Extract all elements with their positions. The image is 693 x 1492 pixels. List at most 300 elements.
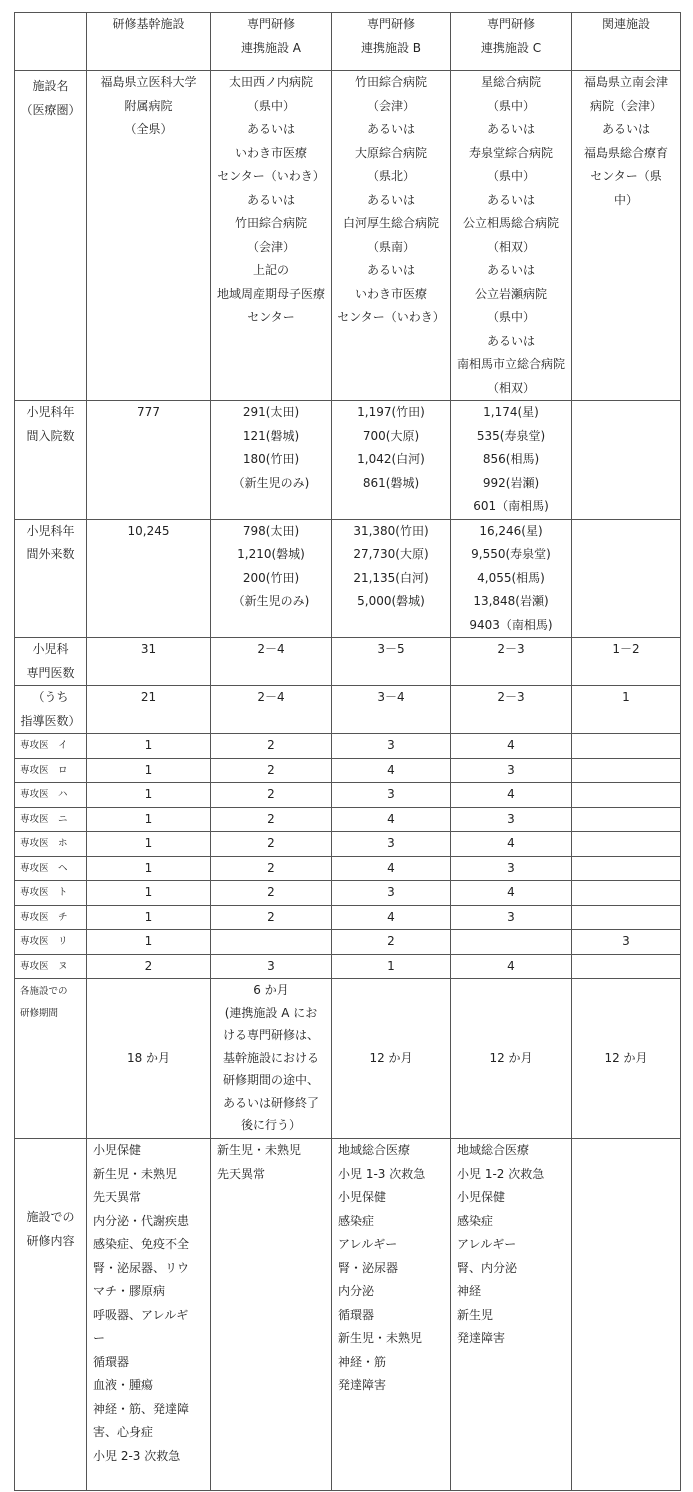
facility-c5-line: 福島県総合療育: [583, 145, 668, 160]
period-c2-line: あるいは研修終了: [222, 1095, 319, 1110]
resident-label: [15, 734, 87, 759]
resident-c5: [572, 856, 681, 881]
content-c3-line: 循環器: [338, 1307, 375, 1322]
period-c1-value: 18 か月: [126, 1050, 171, 1065]
content-c1-line: 神経・筋、発達障: [93, 1401, 190, 1416]
resident-c4: [451, 734, 572, 759]
facility-c4: [451, 71, 572, 401]
outpatients-c2-line: （新生児のみ): [232, 594, 310, 608]
header-c4: [451, 13, 572, 71]
training-facility-table: [14, 12, 681, 1491]
inpatients-row: [15, 401, 681, 520]
inpatients-c2-line: （新生児のみ): [232, 475, 310, 490]
content-c1-line: 循環器: [93, 1354, 130, 1369]
resident-c3-value: 4: [387, 762, 395, 777]
content-c1-line: ー: [93, 1331, 106, 1345]
inpatients-c3-line: 700(大原): [362, 428, 420, 443]
facility-c3-line: いわき市医療: [354, 286, 427, 301]
inpatients-c4-line: 992(岩瀬): [482, 475, 540, 490]
facility-c2-line: あるいは: [246, 122, 295, 136]
content-c4-line: 腎、内分泌: [457, 1260, 518, 1275]
inpatients-c2-line: 291(太田): [242, 405, 300, 419]
content-c4-line: 小児 1-2 次救急: [457, 1166, 545, 1181]
resident-row: [15, 734, 681, 759]
resident-c1-value: 1: [144, 909, 153, 924]
outpatients-row: [15, 519, 681, 638]
outpatients-c4-line: 9403（南相馬): [469, 617, 553, 632]
resident-label-value: 専攻医 ヌ: [20, 960, 68, 972]
facility-c5-line: 福島県立南会津: [583, 75, 668, 89]
resident-c2-value: 2: [267, 860, 275, 875]
facility-c5-line: センター（県: [590, 169, 662, 183]
facility-c1-line: 福島県立医科大学: [100, 75, 197, 89]
content-c1-line: 先天異常: [93, 1190, 142, 1204]
resident-row: [15, 881, 681, 906]
specialists-c3: [332, 638, 451, 686]
period-c5: [572, 979, 681, 1139]
inpatients-c3-line: 1,042(白河): [357, 452, 425, 466]
resident-label: [15, 905, 87, 930]
resident-c1-value: 1: [144, 738, 153, 752]
facility-c3-line: 竹田綜合病院: [354, 75, 427, 89]
outpatients-c3-line: 27,730(大原): [353, 547, 429, 561]
resident-label-value: 専攻医 リ: [20, 936, 68, 947]
resident-c3: [332, 832, 451, 857]
instructors-row: [15, 686, 681, 734]
content-c1: [87, 1139, 211, 1491]
resident-c2: [211, 758, 332, 783]
resident-c4: [451, 832, 572, 857]
inpatients-c2-line: 121(磐城): [242, 428, 300, 443]
inpatients-label-line: 小児科年: [26, 405, 75, 419]
inpatients-c4-line: 601（南相馬): [473, 499, 549, 513]
specialists-c5: [572, 638, 681, 686]
resident-c3-value: 2: [387, 934, 395, 948]
period-c2-line: ける専門研修は、: [222, 1028, 319, 1042]
specialists-c4-value: 2－3: [497, 642, 525, 656]
resident-c2-value: 2: [267, 762, 275, 777]
resident-c2: [211, 856, 332, 881]
content-row: [15, 1139, 681, 1491]
resident-label-value: 専攻医 ホ: [20, 838, 68, 849]
content-c4-line: 感染症: [457, 1213, 494, 1228]
resident-c4-value: 4: [507, 787, 515, 801]
outpatients-c3-line: 21,135(白河): [353, 570, 429, 585]
outpatients-c4-line: 13,848(岩瀬): [473, 594, 549, 608]
content-c1-line: 害、心身症: [93, 1425, 154, 1439]
resident-c1-value: 1: [144, 934, 153, 948]
resident-c4-value: 4: [507, 738, 515, 752]
instructors-c3: [332, 686, 451, 734]
specialists-c4: [451, 638, 572, 686]
facility-c3-line: （会津）: [366, 98, 415, 113]
resident-label: [15, 758, 87, 783]
inpatients-c3-line: 1,197(竹田): [357, 405, 425, 419]
header-c2-line: 専門研修: [246, 17, 295, 31]
content-c2: [211, 1139, 332, 1491]
content-c4-line: 発達障害: [457, 1331, 506, 1345]
resident-c3-value: 3: [387, 787, 395, 801]
resident-c3: [332, 783, 451, 808]
facility-c4-line: （県中）: [486, 169, 535, 183]
specialists-c1: [87, 638, 211, 686]
resident-c1: [87, 954, 211, 979]
instructors-c2-value: 2－4: [257, 690, 285, 704]
resident-c1: [87, 783, 211, 808]
facility-c2-line: 太田西ノ内病院: [228, 75, 313, 89]
instructors-label-line: （うち: [32, 690, 69, 704]
resident-c3: [332, 856, 451, 881]
content-label-line: 施設での: [26, 1210, 75, 1224]
header-c1: [87, 13, 211, 71]
content-c3: [332, 1139, 451, 1491]
inpatients-label: [15, 401, 87, 520]
outpatients-c5: [572, 519, 681, 638]
header-c1-line: 研修基幹施設: [112, 17, 185, 31]
facility-label: [15, 71, 87, 401]
facility-c4-line: あるいは: [486, 333, 535, 348]
resident-c2: [211, 734, 332, 759]
header-c3-line: 専門研修: [366, 17, 415, 31]
resident-row: [15, 783, 681, 808]
resident-c2-value: 2: [267, 811, 275, 826]
content-c2-line: 新生児・未熟児: [217, 1143, 302, 1157]
resident-c2-value: 2: [267, 885, 275, 899]
specialists-row: [15, 638, 681, 686]
inpatients-label-line: 間入院数: [26, 428, 75, 443]
resident-c3: [332, 734, 451, 759]
facility-c4-line: 公立岩瀬病院: [474, 286, 547, 301]
resident-c1-value: 1: [144, 860, 153, 875]
period-label-line: 研修期間: [20, 1008, 59, 1019]
outpatients-c3: [332, 519, 451, 638]
resident-label: [15, 856, 87, 881]
resident-c3-value: 4: [387, 860, 395, 875]
content-c1-line: 呼吸器、アレルギ: [93, 1307, 189, 1322]
resident-label: [15, 881, 87, 906]
resident-c5-value: 3: [622, 934, 630, 948]
facility-c5-line: 中）: [613, 192, 638, 207]
header-c4-line: 連携施設 C: [480, 40, 542, 55]
period-c2-line: 6 か月: [253, 983, 289, 997]
outpatients-c3-line: 31,380(竹田): [353, 523, 429, 538]
facility-c4-line: 公立相馬総合病院: [462, 216, 559, 230]
resident-c5: [572, 905, 681, 930]
resident-c1-value: 1: [144, 811, 153, 826]
header-c2-line: 連携施設 A: [240, 40, 302, 55]
resident-c3: [332, 807, 451, 832]
instructors-c1-value: 21: [140, 690, 157, 704]
resident-c4: [451, 930, 572, 955]
facility-c3-line: （県北）: [366, 169, 415, 183]
inpatients-c5: [572, 401, 681, 520]
content-c3-line: 腎・泌尿器: [338, 1260, 399, 1275]
content-c3-line: 神経・筋: [338, 1354, 387, 1369]
resident-c1: [87, 881, 211, 906]
facility-c3-line: センター（いわき）: [337, 310, 445, 324]
facility-c3-line: 白河厚生総合病院: [342, 216, 439, 230]
instructors-c5: [572, 686, 681, 734]
facility-c3: [332, 71, 451, 401]
facility-c2: [211, 71, 332, 401]
facility-c4-line: 星総合病院: [480, 75, 541, 89]
facility-c3-line: あるいは: [366, 263, 415, 277]
period-c2-line: 研修期間の途中、: [222, 1073, 319, 1087]
resident-c5: [572, 783, 681, 808]
resident-c4-value: 4: [507, 885, 515, 899]
resident-label: [15, 954, 87, 979]
resident-label-value: 専攻医 ト: [20, 887, 68, 898]
specialists-label-line: 専門医数: [26, 665, 75, 680]
inpatients-c4-line: 535(寿泉堂): [476, 428, 546, 443]
resident-c4: [451, 905, 572, 930]
facility-c5-line: あるいは: [601, 122, 650, 136]
facility-c1-line: （全県）: [124, 122, 173, 136]
outpatients-label-line: 小児科年: [26, 523, 75, 538]
instructors-c2: [211, 686, 332, 734]
period-c3: [332, 979, 451, 1139]
resident-c3-value: 3: [387, 885, 395, 899]
resident-c2: [211, 881, 332, 906]
facility-c2-line: 地域周産期母子医療: [216, 286, 325, 301]
resident-c3-value: 3: [387, 836, 395, 850]
header-c5: [572, 13, 681, 71]
facility-c5-line: 病院（会津）: [589, 98, 662, 113]
resident-c5: [572, 881, 681, 906]
resident-c5: [572, 758, 681, 783]
specialists-c3-value: 3－5: [377, 642, 405, 656]
resident-c5: [572, 734, 681, 759]
resident-c2: [211, 905, 332, 930]
facility-c4-line: （相双）: [486, 380, 535, 395]
period-c2-line: 基幹施設における: [222, 1050, 319, 1065]
content-c3-line: 小児保健: [338, 1190, 387, 1204]
period-c4-value: 12 か月: [489, 1050, 533, 1065]
outpatients-label-line: 間外来数: [26, 547, 75, 561]
instructors-label: [15, 686, 87, 734]
content-c4-line: 小児保健: [457, 1190, 506, 1204]
instructors-c5-value: 1: [622, 690, 630, 704]
facility-c1-line: 附属病院: [124, 98, 173, 113]
resident-row: [15, 807, 681, 832]
instructors-label-line: 指導医数）: [20, 713, 81, 728]
period-label: [15, 979, 87, 1139]
resident-c5: [572, 930, 681, 955]
resident-c2-value: 2: [267, 836, 275, 850]
resident-c4: [451, 856, 572, 881]
resident-c4-value: 3: [507, 811, 515, 826]
content-c4-line: 地域総合医療: [457, 1143, 530, 1157]
resident-row: [15, 856, 681, 881]
inpatients-c1-line: 777: [137, 405, 160, 419]
period-c1: [87, 979, 211, 1139]
outpatients-c4-line: 16,246(星): [479, 523, 543, 538]
resident-c5: [572, 954, 681, 979]
facility-c2-line: いわき市医療: [234, 145, 307, 160]
resident-c1-value: 1: [144, 836, 153, 850]
resident-c1: [87, 832, 211, 857]
resident-c3-value: 1: [387, 958, 395, 973]
inpatients-c2: [211, 401, 332, 520]
specialists-c5-value: 1－2: [612, 642, 640, 656]
outpatients-c2-line: 200(竹田): [242, 570, 300, 585]
facility-c2-line: 上記の: [252, 263, 289, 277]
period-c4: [451, 979, 572, 1139]
facility-c2-line: （県中）: [246, 98, 295, 113]
resident-c1-value: 1: [144, 787, 153, 801]
resident-c3: [332, 758, 451, 783]
resident-c4-value: 3: [507, 762, 515, 777]
content-c1-line: マチ・膠原病: [93, 1284, 166, 1298]
facility-c4-line: あるいは: [486, 122, 535, 136]
header-c2: [211, 13, 332, 71]
resident-c3: [332, 930, 451, 955]
specialists-label-line: 小児科: [32, 642, 69, 656]
resident-c2: [211, 807, 332, 832]
resident-label-value: 専攻医 ニ: [20, 813, 68, 825]
header-corner: [15, 13, 87, 71]
resident-c2-value: 2: [267, 738, 275, 752]
resident-c3-value: 4: [387, 811, 395, 826]
facility-c4-line: （県中）: [486, 98, 535, 113]
resident-c1-value: 1: [144, 762, 153, 777]
outpatients-c2-line: 798(太田): [242, 523, 300, 538]
facility-label-line: （医療圏）: [20, 102, 81, 117]
resident-c1: [87, 905, 211, 930]
resident-c2: [211, 930, 332, 955]
facility-c4-line: あるいは: [486, 192, 535, 207]
resident-label: [15, 930, 87, 955]
content-c3-line: 感染症: [338, 1213, 375, 1228]
content-c1-line: 血液・腫瘍: [93, 1378, 154, 1392]
inpatients-c1: [87, 401, 211, 520]
period-c5-value: 12 か月: [604, 1050, 648, 1065]
outpatients-c2-line: 1,210(磐城): [237, 547, 305, 561]
content-c4: [451, 1139, 572, 1491]
header-c3-line: 連携施設 B: [360, 40, 422, 55]
resident-c2: [211, 832, 332, 857]
resident-label: [15, 807, 87, 832]
inpatients-c4: [451, 401, 572, 520]
resident-c4: [451, 758, 572, 783]
facility-c3-line: 大原綜合病院: [354, 145, 427, 160]
resident-label-value: 専攻医 ロ: [20, 764, 68, 776]
facility-c3-line: あるいは: [366, 192, 415, 207]
resident-label: [15, 783, 87, 808]
resident-c5: [572, 807, 681, 832]
outpatients-c4-line: 4,055(相馬): [477, 570, 545, 585]
content-c1-line: 腎・泌尿器、リウ: [93, 1260, 190, 1275]
resident-c1: [87, 734, 211, 759]
facility-c1: [87, 71, 211, 401]
resident-c2: [211, 783, 332, 808]
resident-c1: [87, 758, 211, 783]
resident-c2-value: 2: [267, 909, 275, 924]
resident-label-value: 専攻医 チ: [20, 911, 68, 923]
content-c1-line: 小児保健: [93, 1143, 142, 1157]
facility-c2-line: （会津）: [246, 239, 295, 254]
resident-c3: [332, 881, 451, 906]
facility-c4-line: 南相馬市立総合病院: [456, 357, 565, 371]
outpatients-c1: [87, 519, 211, 638]
header-row: [15, 13, 681, 71]
content-c2-line: 先天異常: [217, 1166, 266, 1181]
period-c2-line: (連携施設 A にお: [224, 1005, 318, 1020]
specialists-c2: [211, 638, 332, 686]
facility-c4-line: （県中）: [486, 310, 535, 324]
instructors-c4: [451, 686, 572, 734]
resident-c4: [451, 807, 572, 832]
resident-label-value: 専攻医 ハ: [20, 789, 68, 800]
resident-row: [15, 954, 681, 979]
content-c1-line: 内分泌・代謝疾患: [93, 1213, 190, 1228]
inpatients-c2-line: 180(竹田): [242, 452, 300, 466]
facility-c3-line: あるいは: [366, 122, 415, 136]
resident-c4: [451, 881, 572, 906]
inpatients-c4-line: 856(相馬): [482, 452, 540, 466]
inpatients-c3-line: 861(磐城): [362, 475, 420, 490]
facility-c2-line: センター: [247, 310, 295, 324]
resident-c4-value: 3: [507, 909, 515, 924]
content-label-line: 研修内容: [26, 1233, 75, 1248]
resident-row: [15, 758, 681, 783]
content-c4-line: 神経: [457, 1284, 482, 1298]
specialists-c2-value: 2－4: [257, 642, 285, 656]
content-c3-line: 新生児・未熟児: [338, 1331, 423, 1345]
instructors-c1: [87, 686, 211, 734]
resident-row: [15, 832, 681, 857]
resident-c4-value: 4: [507, 836, 515, 850]
instructors-c4-value: 2－3: [497, 690, 525, 704]
content-label: [15, 1139, 87, 1491]
facility-c2-line: あるいは: [246, 192, 295, 207]
resident-c2: [211, 954, 332, 979]
header-c4-line: 専門研修: [486, 17, 535, 31]
content-c3-line: 内分泌: [338, 1284, 375, 1298]
header-c3: [332, 13, 451, 71]
inpatients-c3: [332, 401, 451, 520]
content-c3-line: 地域総合医療: [338, 1143, 411, 1157]
outpatients-c2: [211, 519, 332, 638]
period-c2-line: 後に行う）: [240, 1118, 301, 1132]
resident-label-value: 専攻医 ヘ: [20, 862, 68, 874]
resident-c2-value: 2: [267, 787, 275, 801]
resident-c1: [87, 807, 211, 832]
resident-c1-value: 1: [144, 885, 153, 899]
content-c3-line: アレルギー: [338, 1237, 398, 1251]
resident-c2-value: 3: [267, 958, 275, 973]
resident-c4: [451, 954, 572, 979]
facility-row: [15, 71, 681, 401]
outpatients-c4: [451, 519, 572, 638]
resident-c4: [451, 783, 572, 808]
content-c4-line: 新生児: [457, 1307, 494, 1322]
outpatients-c1-line: 10,245: [127, 523, 170, 538]
resident-c1: [87, 930, 211, 955]
inpatients-c4-line: 1,174(星): [483, 405, 539, 419]
resident-c1-value: 2: [144, 958, 153, 973]
outpatients-c4-line: 9,550(寿泉堂): [471, 547, 551, 561]
resident-c1: [87, 856, 211, 881]
resident-c3-value: 4: [387, 909, 395, 924]
facility-c2-line: センター（いわき）: [217, 169, 325, 183]
content-c1-line: 小児 2-3 次救急: [93, 1448, 181, 1463]
specialists-label: [15, 638, 87, 686]
facility-c3-line: （県南）: [366, 239, 415, 254]
facility-c2-line: 竹田綜合病院: [234, 216, 307, 230]
facility-c5: [572, 71, 681, 401]
header-c5-line: 関連施設: [601, 17, 650, 31]
